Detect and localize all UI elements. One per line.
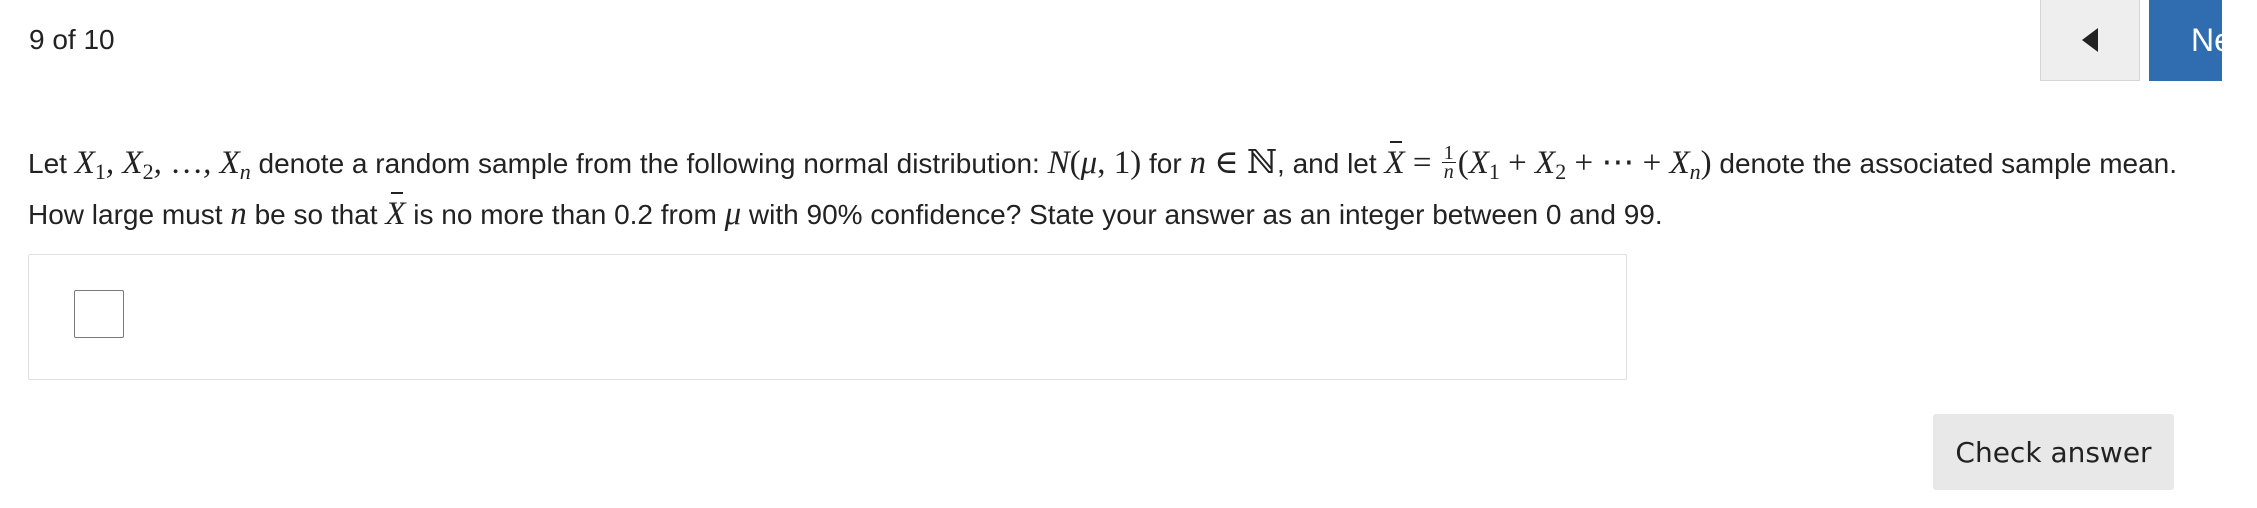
question-progress: 9 of 10 bbox=[29, 24, 115, 55]
math-x-bar: X bbox=[385, 196, 405, 232]
question-text-part: with 90% confidence? State your answer as an integer between 0 and 99. bbox=[748, 199, 1663, 230]
check-answer-button[interactable]: Check answer bbox=[1933, 414, 2174, 490]
math-sample-mean-definition: X = $\frac{1}{n}$ ($X_1 + X_2$ + ⋯ + $X_n$) bbox=[1384, 145, 1711, 181]
next-question-button[interactable]: Next bbox=[2149, 0, 2222, 81]
math-normal-distribution: N(μ, 1) bbox=[1047, 145, 1142, 181]
math-n-in-naturals: n ∈ ℕ bbox=[1189, 145, 1278, 181]
answer-input[interactable] bbox=[74, 290, 124, 338]
math-n: n bbox=[230, 196, 247, 232]
question-text-part: denote the associated sample mean. How large must bbox=[28, 148, 2178, 230]
answer-area bbox=[28, 254, 1627, 380]
question-text-part: denote a random sample from the following normal distribution: bbox=[258, 148, 1040, 179]
question-text-part: is no more than 0.2 from bbox=[413, 199, 717, 230]
math-sample-variables: $X_1$, $X_2$, …, $X_n$ bbox=[74, 145, 251, 184]
question-text-part: , and let bbox=[1277, 148, 1377, 179]
question-text bbox=[28, 138, 2198, 240]
triangle-left-icon bbox=[2080, 27, 2100, 53]
math-mu: μ bbox=[724, 196, 742, 232]
question-text-part: be so that bbox=[254, 199, 378, 230]
question-text-part: Let bbox=[28, 148, 67, 179]
question-text-part: for bbox=[1148, 148, 1182, 179]
previous-question-button[interactable] bbox=[2040, 0, 2140, 81]
